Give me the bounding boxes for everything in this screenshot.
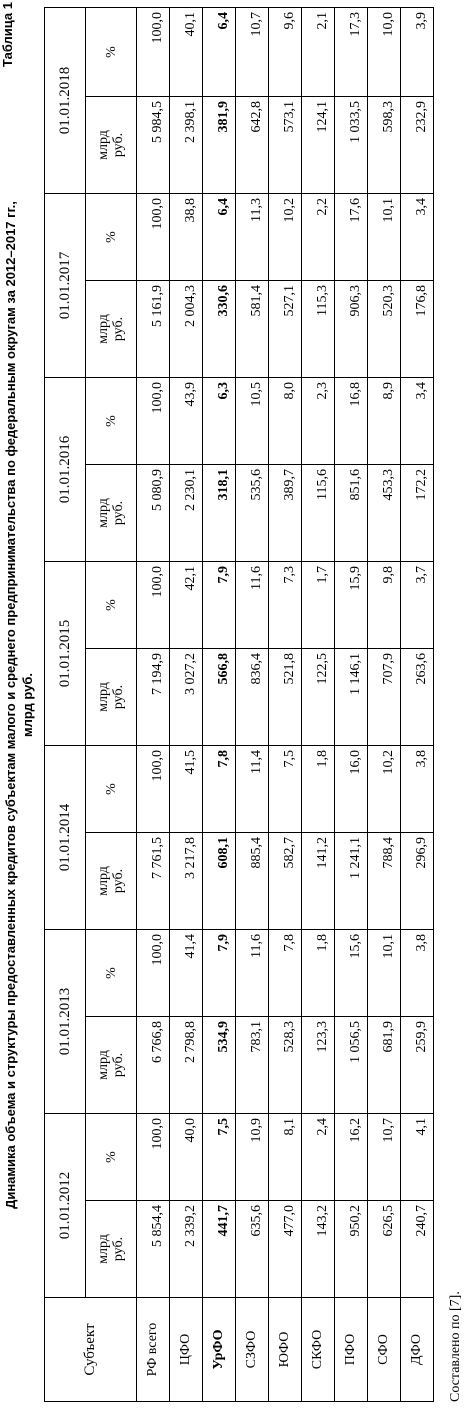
cell-percent: 100,0 <box>137 1114 170 1201</box>
cell-amount: 318,1 <box>203 465 236 562</box>
cell-amount: 581,4 <box>236 281 269 378</box>
unit-header <box>86 281 137 378</box>
unit-label-line2: руб. <box>111 132 126 158</box>
cell-amount: 381,9 <box>203 97 236 194</box>
unit-header-row <box>86 8 137 1402</box>
cell-amount: 141,2 <box>302 833 335 930</box>
cell-amount: 6 766,8 <box>137 1017 170 1114</box>
cell-percent: 10,0 <box>368 8 401 97</box>
cell-percent: 7,9 <box>203 562 236 649</box>
cell-percent: 7,5 <box>203 1114 236 1201</box>
cell-percent: 15,9 <box>335 562 368 649</box>
cell-percent: 16,8 <box>335 378 368 465</box>
row-subject: СКФО <box>302 1298 335 1402</box>
cell-percent: 41,5 <box>170 746 203 833</box>
cell-amount: 582,7 <box>269 833 302 930</box>
cell-percent: 7,8 <box>269 930 302 1017</box>
cell-amount: 681,9 <box>368 1017 401 1114</box>
credit-table <box>44 7 434 1402</box>
cell-percent: 100,0 <box>137 930 170 1017</box>
cell-percent: 40,1 <box>170 8 203 97</box>
cell-percent: 42,1 <box>170 562 203 649</box>
table-row <box>137 8 170 1402</box>
cell-amount: 520,3 <box>368 281 401 378</box>
cell-amount: 263,6 <box>401 649 434 746</box>
cell-amount: 2 339,2 <box>170 1201 203 1298</box>
percent-header: % <box>86 562 137 649</box>
cell-amount: 5 984,5 <box>137 97 170 194</box>
cell-percent: 17,6 <box>335 194 368 281</box>
table-row <box>203 8 236 1402</box>
subject-header: Субъект <box>45 1298 137 1402</box>
cell-amount: 528,3 <box>269 1017 302 1114</box>
cell-percent: 8,1 <box>269 1114 302 1201</box>
unit-label-line2: руб. <box>111 868 126 894</box>
cell-percent: 3,9 <box>401 8 434 97</box>
cell-percent: 100,0 <box>137 194 170 281</box>
cell-percent: 100,0 <box>137 8 170 97</box>
cell-amount: 527,1 <box>269 281 302 378</box>
unit-header <box>86 649 137 746</box>
cell-amount: 124,1 <box>302 97 335 194</box>
cell-amount: 2 798,8 <box>170 1017 203 1114</box>
cell-percent: 4,1 <box>401 1114 434 1201</box>
cell-amount: 477,0 <box>269 1201 302 1298</box>
cell-percent: 8,0 <box>269 378 302 465</box>
cell-amount: 836,4 <box>236 649 269 746</box>
cell-amount: 783,1 <box>236 1017 269 1114</box>
row-subject: ЮФО <box>269 1298 302 1402</box>
cell-percent: 100,0 <box>137 746 170 833</box>
cell-percent: 16,2 <box>335 1114 368 1201</box>
cell-amount: 123,3 <box>302 1017 335 1114</box>
cell-percent: 43,9 <box>170 378 203 465</box>
cell-percent: 7,8 <box>203 746 236 833</box>
row-subject: СЗФО <box>236 1298 269 1402</box>
cell-amount: 240,7 <box>401 1201 434 1298</box>
cell-percent: 100,0 <box>137 378 170 465</box>
table-row <box>269 8 302 1402</box>
cell-percent: 1,8 <box>302 746 335 833</box>
date-header-row <box>45 8 86 1402</box>
cell-amount: 1 056,5 <box>335 1017 368 1114</box>
table-title <box>2 40 36 1370</box>
percent-header: % <box>86 378 137 465</box>
date-header: 01.01.2014 <box>45 746 86 930</box>
cell-amount: 232,9 <box>401 97 434 194</box>
cell-amount: 573,1 <box>269 97 302 194</box>
date-header: 01.01.2017 <box>45 194 86 378</box>
cell-amount: 7 194,9 <box>137 649 170 746</box>
cell-amount: 115,3 <box>302 281 335 378</box>
cell-amount: 5 080,9 <box>137 465 170 562</box>
cell-amount: 2 004,3 <box>170 281 203 378</box>
table-row <box>401 8 434 1402</box>
cell-percent: 16,0 <box>335 746 368 833</box>
cell-amount: 521,8 <box>269 649 302 746</box>
cell-amount: 635,6 <box>236 1201 269 1298</box>
cell-percent: 10,1 <box>368 930 401 1017</box>
percent-header: % <box>86 930 137 1017</box>
cell-amount: 143,2 <box>302 1201 335 1298</box>
date-header: 01.01.2018 <box>45 8 86 194</box>
cell-percent: 9,8 <box>368 562 401 649</box>
unit-header <box>86 1201 137 1298</box>
unit-label-line1: млрд <box>96 130 111 160</box>
cell-amount: 5 854,4 <box>137 1201 170 1298</box>
cell-percent: 1,7 <box>302 562 335 649</box>
cell-percent: 8,9 <box>368 378 401 465</box>
date-header: 01.01.2016 <box>45 378 86 562</box>
percent-header: % <box>86 8 137 97</box>
cell-percent: 10,9 <box>236 1114 269 1201</box>
cell-amount: 3 217,8 <box>170 833 203 930</box>
unit-label-line2: руб. <box>111 684 126 710</box>
cell-percent: 11,6 <box>236 930 269 1017</box>
date-header: 01.01.2015 <box>45 562 86 746</box>
row-subject: УрФО <box>203 1298 236 1402</box>
cell-amount: 176,8 <box>401 281 434 378</box>
cell-percent: 6,3 <box>203 378 236 465</box>
cell-amount: 534,9 <box>203 1017 236 1114</box>
cell-amount: 608,1 <box>203 833 236 930</box>
cell-amount: 1 241,1 <box>335 833 368 930</box>
unit-label-line1: млрд <box>96 866 111 896</box>
cell-percent: 10,7 <box>236 8 269 97</box>
cell-percent: 6,4 <box>203 194 236 281</box>
table-row <box>236 8 269 1402</box>
cell-amount: 2 398,1 <box>170 97 203 194</box>
cell-amount: 7 761,5 <box>137 833 170 930</box>
row-subject: СФО <box>368 1298 401 1402</box>
cell-percent: 3,8 <box>401 746 434 833</box>
percent-header: % <box>86 746 137 833</box>
cell-percent: 7,5 <box>269 746 302 833</box>
cell-amount: 885,4 <box>236 833 269 930</box>
cell-percent: 2,2 <box>302 194 335 281</box>
cell-amount: 851,6 <box>335 465 368 562</box>
unit-header <box>86 97 137 194</box>
cell-percent: 2,3 <box>302 378 335 465</box>
cell-amount: 441,7 <box>203 1201 236 1298</box>
unit-label-line2: руб. <box>111 500 126 526</box>
table-row <box>302 8 335 1402</box>
unit-label-line1: млрд <box>96 314 111 344</box>
cell-percent: 3,7 <box>401 562 434 649</box>
cell-amount: 259,9 <box>401 1017 434 1114</box>
title-line-2: млрд руб. <box>20 673 35 737</box>
cell-amount: 296,9 <box>401 833 434 930</box>
cell-percent: 10,1 <box>368 194 401 281</box>
table-row <box>170 8 203 1402</box>
cell-amount: 566,8 <box>203 649 236 746</box>
cell-amount: 906,3 <box>335 281 368 378</box>
cell-amount: 453,3 <box>368 465 401 562</box>
date-header: 01.01.2012 <box>45 1114 86 1298</box>
cell-amount: 330,6 <box>203 281 236 378</box>
unit-label-line2: руб. <box>111 1052 126 1078</box>
row-subject: РФ всего <box>137 1298 170 1402</box>
cell-percent: 7,3 <box>269 562 302 649</box>
cell-percent: 40,0 <box>170 1114 203 1201</box>
cell-percent: 17,3 <box>335 8 368 97</box>
unit-label-line2: руб. <box>111 316 126 342</box>
cell-amount: 1 033,5 <box>335 97 368 194</box>
unit-label-line1: млрд <box>96 1050 111 1080</box>
cell-percent: 11,3 <box>236 194 269 281</box>
cell-amount: 707,9 <box>368 649 401 746</box>
cell-amount: 5 161,9 <box>137 281 170 378</box>
source-note: Составлено по [7]. <box>448 1291 463 1402</box>
unit-header <box>86 465 137 562</box>
cell-amount: 535,6 <box>236 465 269 562</box>
cell-percent: 11,6 <box>236 562 269 649</box>
percent-header: % <box>86 194 137 281</box>
cell-percent: 1,8 <box>302 930 335 1017</box>
cell-percent: 3,4 <box>401 378 434 465</box>
cell-percent: 3,8 <box>401 930 434 1017</box>
cell-amount: 950,2 <box>335 1201 368 1298</box>
date-header: 01.01.2013 <box>45 930 86 1114</box>
cell-percent: 11,4 <box>236 746 269 833</box>
cell-amount: 626,5 <box>368 1201 401 1298</box>
cell-percent: 3,4 <box>401 194 434 281</box>
table-number: Таблица 1 <box>0 2 15 68</box>
cell-percent: 6,4 <box>203 8 236 97</box>
cell-percent: 38,8 <box>170 194 203 281</box>
unit-header <box>86 833 137 930</box>
cell-amount: 642,8 <box>236 97 269 194</box>
cell-percent: 15,6 <box>335 930 368 1017</box>
cell-amount: 598,3 <box>368 97 401 194</box>
cell-amount: 788,4 <box>368 833 401 930</box>
title-line-1: Динамика объема и структуры предоставленных кредитов субъектам малого и среднего предпринимательства по федеральным округам за 2012–2017 гг., <box>3 201 18 1209</box>
percent-header: % <box>86 1114 137 1201</box>
cell-amount: 122,5 <box>302 649 335 746</box>
row-subject: ДФО <box>401 1298 434 1402</box>
unit-label-line2: руб. <box>111 1236 126 1262</box>
cell-percent: 10,5 <box>236 378 269 465</box>
cell-percent: 2,4 <box>302 1114 335 1201</box>
cell-percent: 10,2 <box>269 194 302 281</box>
table-body <box>137 8 434 1402</box>
cell-amount: 2 230,1 <box>170 465 203 562</box>
row-subject: ПФО <box>335 1298 368 1402</box>
cell-percent: 100,0 <box>137 562 170 649</box>
unit-label-line1: млрд <box>96 682 111 712</box>
cell-percent: 10,2 <box>368 746 401 833</box>
table-header <box>45 8 137 1402</box>
cell-amount: 1 146,1 <box>335 649 368 746</box>
cell-percent: 2,1 <box>302 8 335 97</box>
cell-percent: 7,9 <box>203 930 236 1017</box>
cell-percent: 41,4 <box>170 930 203 1017</box>
cell-amount: 3 027,2 <box>170 649 203 746</box>
cell-amount: 115,6 <box>302 465 335 562</box>
table-row <box>335 8 368 1402</box>
cell-amount: 389,7 <box>269 465 302 562</box>
cell-amount: 172,2 <box>401 465 434 562</box>
cell-percent: 9,6 <box>269 8 302 97</box>
row-subject: ЦФО <box>170 1298 203 1402</box>
unit-header <box>86 1017 137 1114</box>
table-row <box>368 8 401 1402</box>
unit-label-line1: млрд <box>96 1234 111 1264</box>
cell-percent: 10,7 <box>368 1114 401 1201</box>
unit-label-line1: млрд <box>96 498 111 528</box>
